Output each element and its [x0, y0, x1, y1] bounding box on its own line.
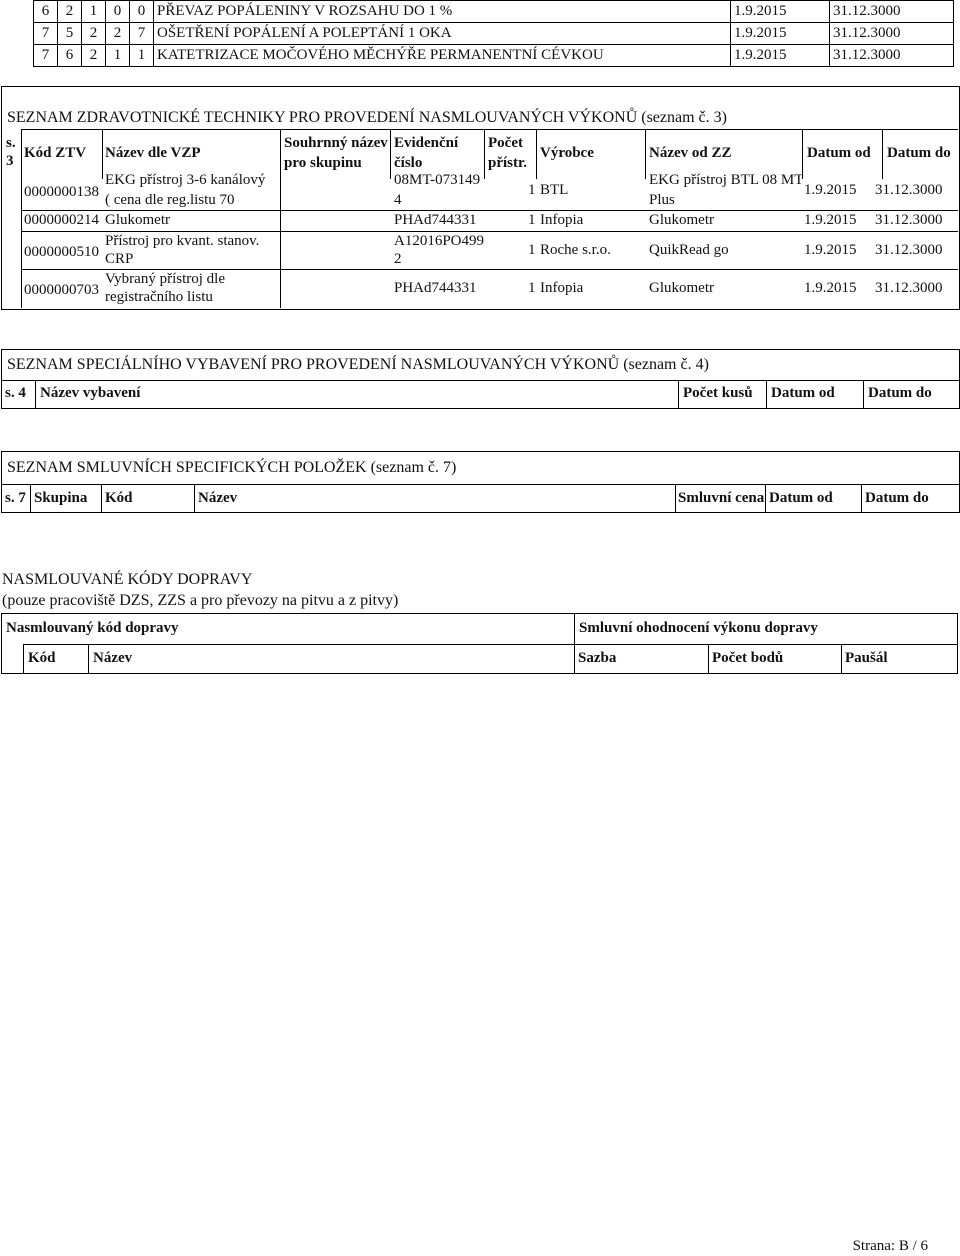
- cell-pocet: 1: [528, 182, 536, 198]
- col-header: Datum od: [807, 145, 871, 161]
- code-cell: 5: [58, 23, 82, 45]
- code-cell: 7: [34, 23, 58, 45]
- cell-do: 31.12.3000: [875, 242, 943, 258]
- col-header: Počet kusů: [683, 385, 753, 401]
- cell-pocet: 1: [528, 212, 536, 228]
- code-cell: 2: [82, 23, 106, 45]
- date-from: 1.9.2015: [731, 45, 830, 67]
- cell-pocet: 1: [528, 242, 536, 258]
- date-to: 31.12.3000: [830, 1, 954, 23]
- col-header: Datum do: [865, 490, 929, 506]
- table-row: [34, 1, 954, 23]
- cell-vyrobce: Roche s.r.o.: [540, 242, 611, 258]
- col-header: Sazba: [578, 650, 617, 666]
- cell-kod: 0000000510: [24, 244, 99, 260]
- cell-od: 1.9.2015: [804, 212, 857, 228]
- col-header: Datum do: [887, 145, 951, 161]
- cell-nazev: EKG přístroj 3-6 kanálový: [105, 172, 266, 188]
- code-cell: 0: [130, 1, 154, 23]
- section-title: SEZNAM SMLUVNÍCH SPECIFICKÝCH POLOŽEK (seznam č. 7): [7, 459, 457, 476]
- code-cell: 1: [130, 45, 154, 67]
- section-title: SEZNAM SPECIÁLNÍHO VYBAVENÍ PRO PROVEDENÍ NASMLOUVANÝCH VÝKONŮ (seznam č. 4): [7, 356, 709, 373]
- date-from: 1.9.2015: [731, 23, 830, 45]
- cell-nazev: registračního listu: [105, 289, 213, 305]
- cell-zz: EKG přístroj BTL 08 MT: [649, 172, 804, 188]
- col-header: Název: [198, 490, 238, 506]
- doprava-title: NASMLOUVANÉ KÓDY DOPRAVY: [2, 571, 253, 588]
- table-row: [34, 23, 954, 45]
- cell-kod: 0000000214: [24, 212, 99, 228]
- col-header: Název vybavení: [40, 385, 141, 401]
- col-header: Kód: [28, 650, 56, 666]
- col-header: Název: [93, 650, 133, 666]
- procedure-name: PŘEVAZ POPÁLENINY V ROZSAHU DO 1 %: [154, 1, 731, 23]
- cell-nazev: CRP: [105, 251, 134, 267]
- table-row: [34, 45, 954, 67]
- cell-pocet: 1: [528, 280, 536, 296]
- col-header: Smluvní cena: [678, 490, 765, 506]
- col-header: přístr.: [488, 155, 528, 171]
- cell-nazev: Vybraný přístroj dle: [105, 271, 225, 287]
- cell-vyrobce: Infopia: [540, 212, 584, 228]
- col-header: Datum do: [868, 385, 932, 401]
- section-list-4: [1, 349, 960, 409]
- cell-evid: 4: [394, 192, 402, 208]
- col-header: Skupina: [34, 490, 88, 506]
- cell-evid: PHAd744331: [394, 212, 477, 228]
- col-header: Počet: [488, 135, 523, 151]
- col-header: Datum od: [771, 385, 835, 401]
- cell-zz: Glukometr: [649, 280, 714, 296]
- cell-evid: A12016PO499: [394, 233, 485, 249]
- cell-kod: 0000000138: [24, 184, 99, 200]
- col-header: Počet bodů: [712, 650, 784, 666]
- group-header: Smluvní ohodnocení výkonu dopravy: [579, 620, 818, 636]
- cell-zz: QuikRead go: [649, 242, 729, 258]
- cell-nazev: Glukometr: [105, 212, 170, 228]
- code-cell: 2: [82, 45, 106, 67]
- col-header: číslo: [394, 155, 423, 171]
- cell-od: 1.9.2015: [804, 182, 857, 198]
- col-header: Kód: [105, 490, 133, 506]
- cell-zz: Plus: [649, 192, 675, 208]
- doprava-table: [1, 613, 958, 673]
- col-header: Souhrnný název: [284, 135, 388, 151]
- code-cell: 7: [34, 45, 58, 67]
- code-cell: 1: [82, 1, 106, 23]
- side-label: 3: [6, 153, 14, 169]
- date-to: 31.12.3000: [830, 45, 954, 67]
- section-list-3: [1, 86, 960, 310]
- date-from: 1.9.2015: [731, 1, 830, 23]
- code-cell: 0: [106, 1, 130, 23]
- cell-evid: 2: [394, 251, 402, 267]
- section-list-7: [1, 451, 960, 513]
- doprava-subtitle: (pouze pracoviště DZS, ZZS a pro převozy na pitvu a z pitvy): [2, 592, 399, 609]
- col-header: Název dle VZP: [105, 145, 201, 161]
- cell-kod: 0000000703: [24, 282, 99, 298]
- col-header: Datum od: [769, 490, 833, 506]
- cell-vyrobce: Infopia: [540, 280, 584, 296]
- cell-do: 31.12.3000: [875, 182, 943, 198]
- code-cell: 2: [58, 1, 82, 23]
- cell-vyrobce: BTL: [540, 182, 569, 198]
- code-cell: 2: [106, 23, 130, 45]
- procedure-name: OŠETŘENÍ POPÁLENÍ A POLEPTÁNÍ 1 OKA: [154, 23, 731, 45]
- cell-do: 31.12.3000: [875, 280, 943, 296]
- side-label: s.: [6, 135, 16, 151]
- col-header: Název od ZZ: [649, 145, 732, 161]
- col-header: pro skupinu: [284, 155, 362, 171]
- cell-od: 1.9.2015: [804, 280, 857, 296]
- procedure-name: KATETRIZACE MOČOVÉHO MĚCHÝŘE PERMANENTNÍ CÉVKOU: [154, 45, 731, 67]
- code-cell: 7: [130, 23, 154, 45]
- cell-evid: PHAd744331: [394, 280, 477, 296]
- cell-nazev: Přístroj pro kvant. stanov.: [105, 233, 260, 249]
- col-header: Výrobce: [540, 145, 594, 161]
- page-number: Strana: B / 6: [852, 1238, 928, 1254]
- cell-nazev: ( cena dle reg.listu 70: [105, 192, 235, 208]
- cell-zz: Glukometr: [649, 212, 714, 228]
- code-cell: 6: [34, 1, 58, 23]
- section-title: SEZNAM ZDRAVOTNICKÉ TECHNIKY PRO PROVEDENÍ NASMLOUVANÝCH VÝKONŮ (seznam č. 3): [7, 109, 727, 126]
- cell-evid: 08MT-073149: [394, 172, 481, 188]
- col-header: Kód ZTV: [24, 145, 87, 161]
- col-header: Evidenční: [394, 135, 459, 151]
- col-header: s. 7: [5, 490, 26, 506]
- code-cell: 1: [106, 45, 130, 67]
- cell-od: 1.9.2015: [804, 242, 857, 258]
- group-header: Nasmlouvaný kód dopravy: [6, 620, 179, 636]
- code-cell: 6: [58, 45, 82, 67]
- date-to: 31.12.3000: [830, 23, 954, 45]
- cell-do: 31.12.3000: [875, 212, 943, 228]
- col-header: s. 4: [5, 385, 26, 401]
- col-header: Paušál: [845, 650, 888, 666]
- procedure-table: [33, 0, 954, 67]
